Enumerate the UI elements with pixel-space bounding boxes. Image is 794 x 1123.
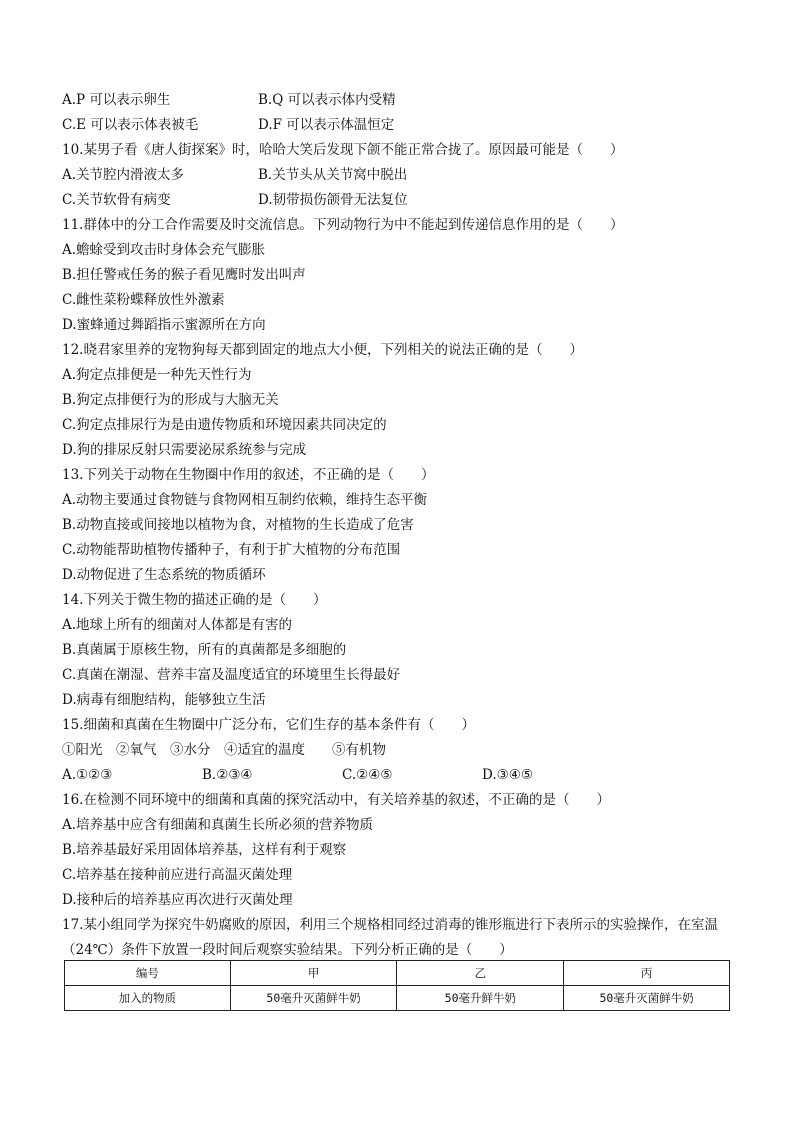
q11-option-d: D.蜜蜂通过舞蹈指示蜜源所在方向 — [62, 317, 266, 333]
experiment-table — [64, 960, 730, 1011]
q15-stem: 15.细菌和真菌在生物圈中广泛分布，它们生存的基本条件有（ ） — [62, 717, 475, 733]
q14-option-d: D.病毒有细胞结构，能够独立生活 — [62, 692, 266, 708]
q13-option-b: B.动物直接或间接地以植物为食，对植物的生长造成了危害 — [62, 517, 414, 533]
q11-stem: 11.群体中的分工合作需要及时交流信息。下列动物行为中不能起到传递信息作用的是（ ） — [62, 217, 624, 233]
q10-options-row-2 — [62, 188, 732, 213]
q15-option-c: C.②④⑤ — [342, 767, 393, 783]
q9-option-a: A.P 可以表示卵生 — [62, 92, 171, 108]
table-cell: 加入的物质 — [65, 986, 231, 1011]
q16-option-b: B.培养基最好采用固体培养基，这样有利于观察 — [62, 842, 347, 858]
q13-option-c: C.动物能帮助植物传播种子，有利于扩大植物的分布范围 — [62, 542, 401, 558]
exam-page — [62, 88, 732, 963]
q16-option-d: D.接种后的培养基应再次进行灭菌处理 — [62, 892, 293, 908]
q15-options-row — [62, 763, 732, 788]
q10-stem: 10.某男子看《唐人街探案》时，哈哈大笑后发现下颌不能正常合拢了。原因最可能是（ ） — [62, 142, 624, 158]
q15-option-d: D.③④⑤ — [482, 767, 533, 783]
table-cell: 50毫升鲜牛奶 — [397, 986, 564, 1011]
q9-option-c: C.E 可以表示体表被毛 — [62, 117, 199, 133]
q13-option-a: A.动物主要通过食物链与食物网相互制约依赖，维持生态平衡 — [62, 492, 428, 508]
q12-option-b: B.狗定点排便行为的形成与大脑无关 — [62, 392, 279, 408]
q16-option-a: A.培养基中应含有细菌和真菌生长所必须的营养物质 — [62, 817, 374, 833]
table-header-cell: 丙 — [564, 961, 730, 986]
q10-option-a: A.关节腔内滑液太多 — [62, 167, 185, 183]
q16-stem: 16.在检测不同环境中的细菌和真菌的探究活动中，有关培养基的叙述，不正确的是（ ） — [62, 792, 610, 808]
q14-stem: 14.下列关于微生物的描述正确的是（ ） — [62, 592, 327, 608]
q10-options-row-1 — [62, 163, 732, 188]
q10-option-b: B.关节头从关节窝中脱出 — [258, 167, 408, 183]
q14-option-a: A.地球上所有的细菌对人体都是有害的 — [62, 617, 293, 633]
table-cell: 50毫升灭菌鲜牛奶 — [230, 986, 397, 1011]
q12-stem: 12.晓君家里养的宠物狗每天都到固定的地点大小便，下列相关的说法正确的是（ ） — [62, 342, 583, 358]
q14-option-c: C.真菌在潮湿、营养丰富及温度适宜的环境里生长得最好 — [62, 667, 401, 683]
q12-option-a: A.狗定点排便是一种先天性行为 — [62, 367, 252, 383]
q9-options-row-1 — [62, 88, 732, 113]
q11-option-a: A.蟾蜍受到攻击时身体会充气膨胀 — [62, 242, 266, 258]
table-cell: 50毫升灭菌鲜牛奶 — [564, 986, 730, 1011]
q11-option-c: C.雌性菜粉蝶释放性外激素 — [62, 292, 225, 308]
table-header-row — [65, 961, 730, 986]
table-header-cell: 编号 — [65, 961, 231, 986]
q17-stem: 17.某小组同学为探究牛奶腐败的原因，利用三个规格相同经过消毒的锥形瓶进行下表所示的实验操作，在室温（24℃）条件下放置一段时间后观察实验结果。下列分析正确的是（ ） — [62, 917, 718, 958]
q15-option-a: A.①②③ — [62, 767, 113, 783]
q9-options-row-2 — [62, 113, 732, 138]
q16-option-c: C.培养基在接种前应进行高温灭菌处理 — [62, 867, 293, 883]
q9-option-d: D.F 可以表示体温恒定 — [258, 117, 395, 133]
table-header-cell: 甲 — [230, 961, 397, 986]
table-row — [65, 986, 730, 1011]
q12-option-c: C.狗定点排尿行为是由遗传物质和环境因素共同决定的 — [62, 417, 387, 433]
q13-stem: 13.下列关于动物在生物圈中作用的叙述，不正确的是（ ） — [62, 467, 435, 483]
q9-option-b: B.Q 可以表示体内受精 — [258, 92, 396, 108]
q15-conditions: ①阳光 ②氧气 ③水分 ④适宜的温度 ⑤有机物 — [62, 742, 386, 758]
table-header-cell: 乙 — [397, 961, 564, 986]
q13-option-d: D.动物促进了生态系统的物质循环 — [62, 567, 266, 583]
q15-option-b: B.②③④ — [202, 767, 253, 783]
q10-option-d: D.韧带损伤颌骨无法复位 — [258, 192, 408, 208]
q11-option-b: B.担任警戒任务的猴子看见鹰时发出叫声 — [62, 267, 306, 283]
q14-option-b: B.真菌属于原核生物，所有的真菌都是多细胞的 — [62, 642, 347, 658]
q12-option-d: D.狗的排尿反射只需要泌尿系统参与完成 — [62, 442, 307, 458]
q10-option-c: C.关节软骨有病变 — [62, 192, 171, 208]
